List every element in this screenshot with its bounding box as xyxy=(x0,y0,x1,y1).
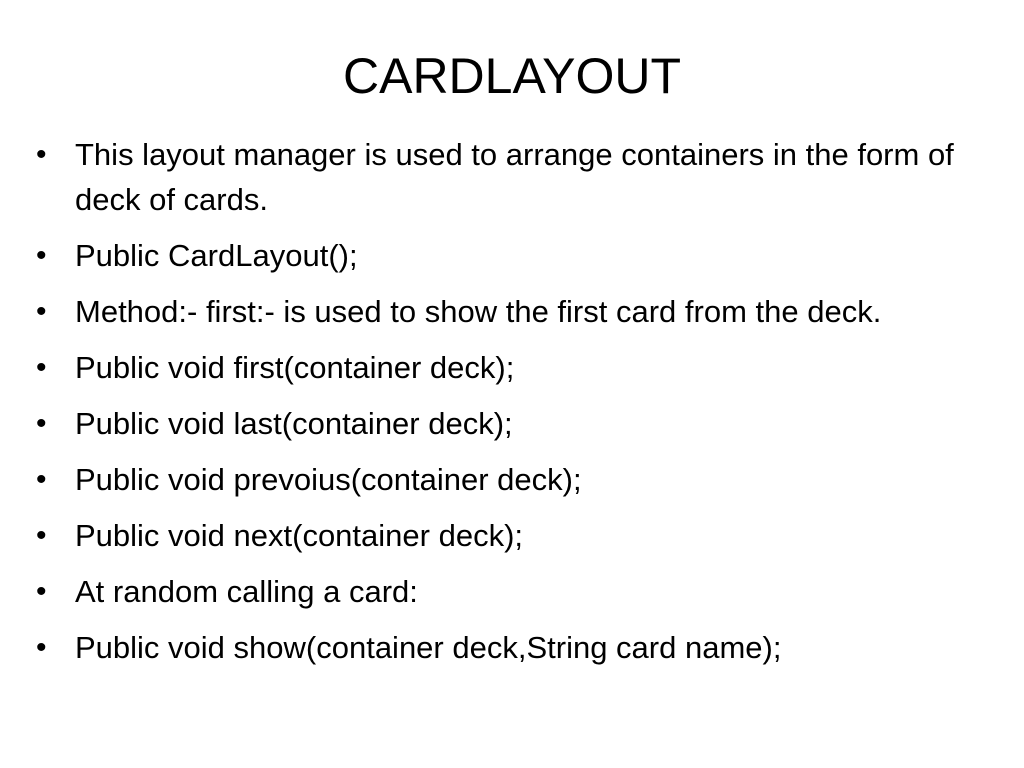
list-item xyxy=(36,233,986,278)
list-item xyxy=(36,132,986,222)
list-item-text: Public void next(container deck); xyxy=(75,518,524,553)
bullet-list xyxy=(36,132,986,670)
list-item-text: This layout manager is used to arrange containers in the form of deck of cards. xyxy=(75,137,954,217)
bullet-icon: • xyxy=(36,407,47,440)
list-item-text: Public CardLayout(); xyxy=(75,238,358,273)
list-item-text: Method:- first:- is used to show the first card from the deck. xyxy=(75,294,882,329)
bullet-icon: • xyxy=(36,138,47,171)
bullet-icon: • xyxy=(36,631,47,664)
list-item xyxy=(36,345,986,390)
list-item xyxy=(36,569,986,614)
list-item xyxy=(36,457,986,502)
bullet-icon: • xyxy=(36,351,47,384)
bullet-icon: • xyxy=(36,239,47,272)
bullet-icon: • xyxy=(36,295,47,328)
list-item-text: Public void prevoius(container deck); xyxy=(75,462,582,497)
list-item xyxy=(36,401,986,446)
bullet-icon: • xyxy=(36,463,47,496)
list-item xyxy=(36,513,986,558)
list-item-text: Public void last(container deck); xyxy=(75,406,513,441)
list-item-text: Public void first(container deck); xyxy=(75,350,515,385)
list-item xyxy=(36,289,986,334)
list-item-text: At random calling a card: xyxy=(75,574,418,609)
list-item-text: Public void show(container deck,String card name); xyxy=(75,630,782,665)
bullet-icon: • xyxy=(36,575,47,608)
bullet-icon: • xyxy=(36,519,47,552)
slide-title: CARDLAYOUT xyxy=(342,48,681,104)
list-item xyxy=(36,625,986,670)
